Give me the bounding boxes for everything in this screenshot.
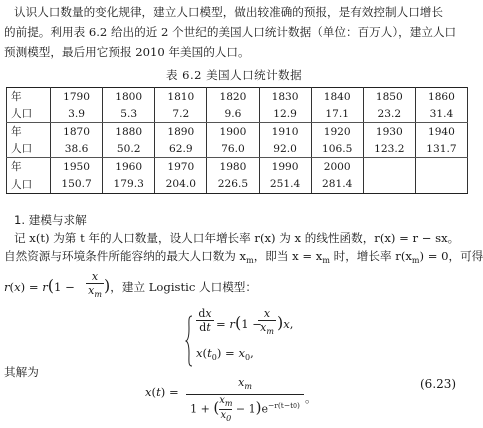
brace-icon [185, 315, 193, 367]
initial-condition: $x(t_0) = x_0$, [196, 346, 254, 362]
population-cell: 5.3 [103, 105, 155, 123]
population-cell: 23.2 [363, 105, 415, 123]
intro-line-2: 的前提。利用表 6.2 给出的近 2 个世纪的美国人口统计数据（单位：百万人），建立人口 [4, 25, 457, 39]
population-cell: 179.3 [103, 175, 155, 193]
section-title: 1. 建模与求解 [14, 213, 87, 227]
model-paragraph-2 [4, 248, 483, 269]
population-cell: 150.7 [51, 175, 103, 193]
intro-line-3: 预测模型，最后用它预报 2010 年美国的人口。 [4, 45, 250, 59]
year-cell: 1890 [155, 123, 207, 141]
year-cell: 1980 [207, 158, 259, 176]
population-cell [363, 175, 415, 193]
ode-rhs: = r(1 − [216, 313, 262, 332]
table-row-years [7, 88, 468, 106]
equation-number: (6.23) [420, 377, 457, 391]
population-cell: 204.0 [155, 175, 207, 193]
year-cell: 1830 [259, 88, 311, 106]
population-table [6, 87, 468, 194]
population-cell: 76.0 [207, 140, 259, 158]
year-cell: 1860 [415, 88, 467, 106]
year-cell: 1790 [51, 88, 103, 106]
year-cell: 1900 [207, 123, 259, 141]
population-cell: 251.4 [259, 175, 311, 193]
para2-sub-m-2: m [322, 256, 330, 265]
para2-part-b: ，即当 x = x [253, 249, 323, 263]
rate-fraction: x $x_m$ [86, 270, 104, 301]
solution-lhs: x(t) = [145, 385, 179, 399]
year-cell: 1800 [103, 88, 155, 106]
population-cell: 131.7 [415, 140, 467, 158]
population-cell: 62.9 [155, 140, 207, 158]
year-cell [415, 158, 467, 176]
year-cell: 1880 [103, 123, 155, 141]
year-cell: 1990 [259, 158, 311, 176]
population-table-body [7, 88, 468, 194]
year-row-label: 年 [7, 158, 51, 176]
year-cell: 1940 [415, 123, 467, 141]
population-cell: 281.4 [311, 175, 363, 193]
para2-part-d: ) = 0，可得 [419, 249, 483, 263]
population-cell: 12.9 [259, 105, 311, 123]
year-cell: 1910 [259, 123, 311, 141]
year-cell: 1840 [311, 88, 363, 106]
model-paragraph-1: 记 x(t) 为第 t 年的人口数量，设人口年增长率 r(x) 为 x 的线性函数，r(x) = r − sx。 [14, 231, 460, 245]
year-cell: 1820 [207, 88, 259, 106]
solution-fraction: $x_m$ 1 + ( $\frac{x_m}{x_0}$ − $1)e^{-r(t-t0)}$ [186, 376, 304, 424]
population-cell: 31.4 [415, 105, 467, 123]
year-cell: 1810 [155, 88, 207, 106]
logistic-tail-text: ，建立 Logistic 人口模型： [110, 280, 257, 294]
table-row-years [7, 158, 468, 176]
year-cell: 1930 [363, 123, 415, 141]
year-cell: 1950 [51, 158, 103, 176]
rate-formula: r(x) = r(1 − [4, 276, 75, 295]
table-row-population [7, 105, 468, 123]
population-cell: 106.5 [311, 140, 363, 158]
population-row-label: 人口 [7, 175, 51, 193]
intro-line-1: 认识人口数量的变化规律，建立人口模型，做出较准确的预报，是有效控制人口增长 [14, 5, 443, 19]
para2-part-c: 时，增长率 r(x [329, 249, 412, 263]
population-row-label: 人口 [7, 140, 51, 158]
population-cell [415, 175, 467, 193]
year-cell: 1850 [363, 88, 415, 106]
table-row-population [7, 140, 468, 158]
population-cell: 17.1 [311, 105, 363, 123]
population-cell: 92.0 [259, 140, 311, 158]
ode-rhs-tail: )x, [277, 313, 294, 332]
table-row-years [7, 123, 468, 141]
year-row-label: 年 [7, 123, 51, 141]
year-cell: 1970 [155, 158, 207, 176]
population-cell: 226.5 [207, 175, 259, 193]
population-cell: 50.2 [103, 140, 155, 158]
population-cell: 7.2 [155, 105, 207, 123]
table-row-population [7, 175, 468, 193]
table-caption: 表 6.2 美国人口统计数据 [166, 68, 303, 82]
population-cell: 38.6 [51, 140, 103, 158]
population-row-label: 人口 [7, 105, 51, 123]
solution-period: 。 [305, 391, 317, 405]
para2-sub-m-3: m [411, 256, 420, 265]
para2-sub-m: m [246, 256, 254, 265]
dx-dt-fraction: dx dt [196, 307, 214, 334]
population-cell: 9.6 [207, 105, 259, 123]
year-cell [363, 158, 415, 176]
solution-intro: 其解为 [4, 365, 39, 379]
rate-formula-tail: )，建立 Logistic 人口模型： [104, 276, 257, 295]
population-cell: 123.2 [363, 140, 415, 158]
year-cell: 1960 [103, 158, 155, 176]
para2-part-a: 自然资源与环境条件所能容纳的最大人口数为 x [4, 249, 247, 263]
ode-fraction: x $x_m$ [258, 307, 276, 338]
year-row-label: 年 [7, 88, 51, 106]
year-cell: 1870 [51, 123, 103, 141]
population-cell: 3.9 [51, 105, 103, 123]
year-cell: 2000 [311, 158, 363, 176]
year-cell: 1920 [311, 123, 363, 141]
